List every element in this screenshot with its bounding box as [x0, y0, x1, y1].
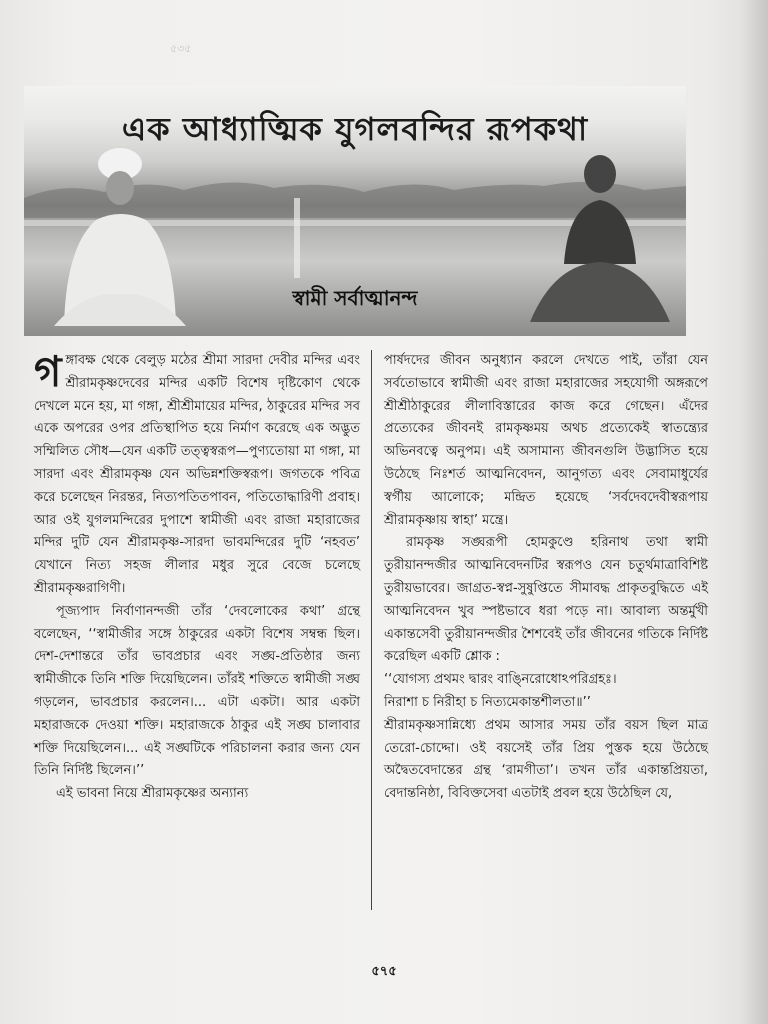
- page-edge-shadow: [740, 0, 768, 1024]
- article-title: এক আধ্যাত্মিক যুগলবন্দির রূপকথা: [121, 110, 589, 148]
- left-paragraph-1: [34, 347, 360, 601]
- column-divider: [371, 350, 372, 910]
- left-paragraph-3: এই ভাবনা নিয়ে শ্রীরামকৃষ্ণের অন্যান্য: [56, 786, 249, 802]
- right-paragraph-2: রামকৃষ্ণ সঙ্ঘরূপী হোমকুণ্ডে হরিনাথ তথা স্বামী তুরীয়ানন্দজীর আত্মনিবেদনটির স্বরূপও যেন চতুর্থমাত্রাবিশিষ্ট তুরীয়ভাবের। জাগ্রত-স্বপ্ন-সুষুপ্তিতে সীমাবদ্ধ প্রাকৃতবুদ্ধিতে এই আত্মনিবেদন খুব স্পষ্টভাবে ধরা পড়ে না। আবাল্য অন্তর্মুখী একান্তসেবী তুরীয়ানন্দজীর শৈশবেই তাঁর জীবনের গতিকে নির্দিষ্ট করেছিল একটি শ্লোক :: [384, 535, 708, 665]
- left-paragraph-2: পূজ্যপাদ নির্বাণানন্দজী তাঁর ‘দেবলোকের কথা’ গ্রন্থে বলেছেন, ‘‘স্বামীজীর সঙ্গে ঠাকুরের একটা বিশেষ সম্বন্ধ ছিল। দেশ-দেশান্তরে তাঁর ভাবপ্রচার এবং সঙ্ঘ-প্রতিষ্ঠার জন্য স্বামীজীকে তিনি শক্তি দিয়েছিলেন। তাঁরই শক্তিতে স্বামীজী সঙ্ঘ গড়লেন, ভাবপ্রচার করলেন।... এটা একটা। আর একটা মহারাজকে দেওয়া শক্তি। মহারাজকে ঠাকুর এই সঙ্ঘ চালাবার শক্তি দিয়েছিলেন।... এই সঙ্ঘটিকে পরিচালনা করার জন্য যেন তিনি নির্দিষ্ট ছিলেন।’’: [34, 603, 360, 779]
- header-banner: [24, 86, 686, 336]
- page-number: ৫৭৫: [371, 964, 397, 979]
- right-paragraph-3: শ্রীরামকৃষ্ণসান্নিধ্যে প্রথম আসার সময় তাঁর বয়স ছিল মাত্র তেরো-চোদ্দো। ওই বয়সেই তাঁর প্রিয় পুস্তক হয়ে উঠেছে অদ্বৈতবেদান্তের গ্রন্থ ‘রামগীতা’। তখন তাঁর একান্তপ্রিয়তা, বেদান্তনিষ্ঠা, বিবিক্তসেবা এতটাই প্রবল হয়ে উঠেছিল যে,: [384, 717, 708, 802]
- left-paragraph-1-text: ঙ্গাবক্ষ থেকে বেলুড় মঠের শ্রীমা সারদা দেবীর মন্দির এবং শ্রীরামকৃষ্ণদেবের মন্দির একটি বিশেষ দৃষ্টিকোণ থেকে দেখলে মনে হয়, মা গঙ্গা, শ্রীশ্রীমায়ের মন্দির, ঠাকুরের মন্দির সব একে অপরের ওপর প্রতিস্থাপিত হয়ে নির্মাণ করেছে এক অদ্ভুত সম্মিলিত সৌধ—যেন একটি তত্ত্বস্বরূপ—পুণ্যতোয়া মা গঙ্গা, মা সারদা এবং শ্রীরামকৃষ্ণ যেন অভিন্নশক্তিস্বরূপ। জগতকে পবিত্র করে চলেছেন নিরন্তর, নিত্যপতিতপাবন, পতিতোদ্ধারিণী প্রবাহ। আর ওই যুগলমন্দিরের দুপাশে স্বামীজী এবং রাজা মহারাজের মন্দির দুটি যেন শ্রীরামকৃষ্ণ-সারদা ভাবমন্দিরের দুটি ‘নহবত’ যেখানে নিত্য সহজ লীলার মধুর সুরে বেজে চলেছে শ্রীরামকৃষ্ণরাগিণী।: [34, 353, 360, 596]
- left-column: [34, 347, 360, 806]
- right-column: [384, 350, 708, 806]
- sanskrit-verse-line-2: নিরাশা চ নিরীহা চ নিত্যমেকান্তশীলতা॥’’: [384, 694, 591, 710]
- author-name: স্বামী সর্বাত্মানন্দ: [292, 286, 418, 310]
- drop-cap: গ: [34, 347, 62, 396]
- bleed-through-number: ৫৩৫: [170, 42, 192, 55]
- sanskrit-verse-line-1: ‘‘যোগস্য প্রথমং দ্বারং বাঙ্নিরোধোঽপরিগ্রহঃ।: [384, 672, 617, 688]
- right-paragraph-1: পার্ষদদের জীবন অনুধ্যান করলে দেখতে পাই, তাঁরা যেন সর্বতোভাবে স্বামীজী এবং রাজা মহারাজের সহযোগী অঙ্গরূপে শ্রীশ্রীঠাকুরের লীলাবিস্তারের কাজ করে গেছেন। এঁদের প্রত্যেকের জীবনই রামকৃষ্ণময় অথচ প্রত্যেকেই স্বাতন্ত্র্যের অভিনবত্বে অনুপম। এই অসামান্য জীবনগুলি উদ্ভাসিত হয়ে উঠেছে নিঃশর্ত আত্মনিবেদন, আনুগত্য এবং সেবামাধুর্যের স্বর্গীয় আলোকে; মন্দ্রিত হয়েছে ‘সর্বদেবদেবীস্বরূপায় শ্রীরামকৃষ্ণায় স্বাহা’ মন্ত্রে।: [384, 353, 708, 528]
